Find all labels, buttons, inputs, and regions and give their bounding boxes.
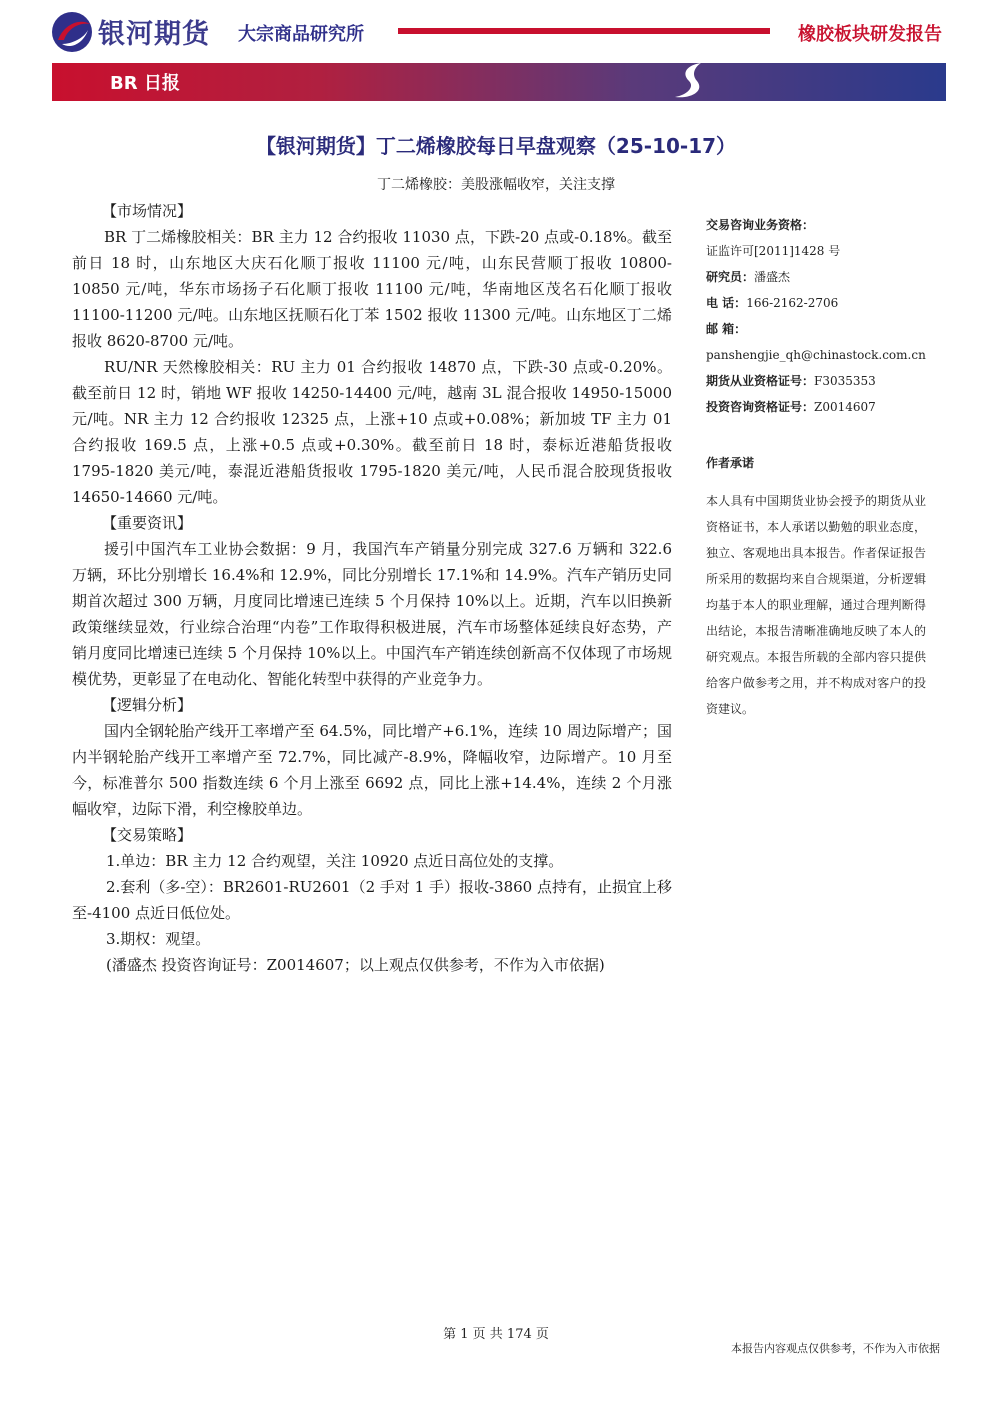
report-body — [72, 198, 672, 978]
author-sidebar — [706, 212, 926, 722]
market-paragraph: RU/NR 天然橡胶相关：RU 主力 01 合约报收 14870 点，下跌-30 点或-0.20%。截至前日 12 时，销地 WF 报收 14250-14400 元/吨，越南 3L 混合报收 14950-15000 元/吨。NR 主力 12 合约报收 12325 点，上涨+10 点或+0.08%；新加坡 TF 主力 01 合约报收 169.5 点，上涨+0.5 点或+0.30%。截至前日 18 时，泰标近港船货报收 1795-1820 美元/吨，泰混近港船货报收 1795-1820 美元/吨，人民币混合胶现货报收 14650-14660 元/吨。 — [72, 358, 672, 506]
futures-cert-label: 期货从业资格证号： — [706, 374, 815, 388]
brand-name: 银河期货 — [98, 19, 210, 50]
header-divider — [398, 28, 770, 34]
strategy-item: 2.套利（多-空）：BR2601-RU2601（2 手对 1 手）报收-3860 点持有，止损宜上移至-4100 点近日低位处。 — [72, 878, 672, 922]
strategy-item: 1.单边：BR 主力 12 合约观望，关注 10920 点近日高位处的支撑。 — [106, 852, 564, 870]
qualification-value: 证监许可[2011]1428 号 — [706, 244, 841, 258]
researcher-label: 研究员： — [706, 270, 755, 284]
strategy-item: 3.期权：观望。 — [106, 930, 211, 948]
advisory-cert-label: 投资咨询资格证号： — [706, 400, 815, 414]
report-type: 橡胶板块研发报告 — [798, 24, 942, 45]
market-paragraph: BR 丁二烯橡胶相关：BR 主力 12 合约报收 11030 点，下跌-20 点或-0.18%。截至前日 18 时，山东地区大庆石化顺丁报收 11100 元/吨，山东民营顺丁报收 10800-10850 元/吨，华东市场扬子石化顺丁报收 11100 元/吨，华南地区茂名石化顺丁报收 11100-11200 元/吨。山东地区抚顺石化丁苯 1502 报收 11300 元/吨。山东地区丁二烯报收 8620-8700 元/吨。 — [72, 228, 672, 350]
analyst-note: (潘盛杰 投资咨询证号：Z0014607；以上观点仅供参考，不作为入市依据) — [106, 956, 605, 974]
phone-value: 166-2162-2706 — [746, 296, 839, 310]
pledge-text: 本人具有中国期货业协会授予的期货从业资格证书，本人承诺以勤勉的职业态度，独立、客观地出具本报告。作者保证报告所采用的数据均来自合规渠道，分析逻辑均基于本人的职业理解，通过合理判断得出结论，本报告清晰准确地反映了本人的研究观点。本报告所载的全部内容只提供给客户做参考之用，并不构成对客户的投资建议。 — [706, 494, 926, 716]
section-heading-strategy: 【交易策略】 — [102, 826, 193, 844]
email-value[interactable]: panshengjie_qh@chinastock.com.cn — [706, 348, 926, 362]
institute-name: 大宗商品研究所 — [238, 24, 364, 45]
page-title: 【银河期货】丁二烯橡胶每日早盘观察（25-10-17） — [255, 134, 737, 158]
section-heading-logic: 【逻辑分析】 — [102, 696, 193, 714]
pledge-title: 作者承诺 — [706, 456, 755, 470]
qualification-label: 交易咨询业务资格： — [706, 218, 815, 232]
phone-label: 电 话： — [706, 296, 747, 310]
news-paragraph: 援引中国汽车工业协会数据：9 月，我国汽车产销量分别完成 327.6 万辆和 322.6 万辆，环比分别增长 16.4%和 12.9%，同比分别增长 17.1%和 14.9%。汽车产销历史同期首次超过 300 万辆，月度同比增速已连续 5 个月保持 10%以上。近期，汽车以旧换新政策继续显效，行业综合治理“内卷”工作取得积极进展，汽车市场整体延续良好态势，产销月度同比增速已连续 5 个月保持 10%以上。中国汽车产销连续创新高不仅体现了市场规模优势，更彰显了在电动化、智能化转型中获得的产业竞争力。 — [72, 540, 672, 688]
advisory-cert-value: Z0014607 — [814, 400, 876, 414]
page-subtitle: 丁二烯橡胶：美股涨幅收窄，关注支撑 — [377, 177, 615, 193]
footer-disclaimer: 本报告内容观点仅供参考，不作为入市依据 — [731, 1342, 940, 1355]
futures-cert-value: F3035353 — [814, 374, 876, 388]
page-number: 第 1 页 共 174 页 — [443, 1327, 549, 1342]
email-label: 邮 箱： — [706, 322, 747, 336]
band-title: BR 日报 — [110, 73, 180, 94]
researcher-name: 潘盛杰 — [754, 270, 791, 284]
logic-paragraph: 国内全钢轮胎产线开工率增产至 64.5%，同比增产+6.1%，连续 10 周边际增产；国内半钢轮胎产线开工率增产至 72.7%，同比减产-8.9%，降幅收窄，边际增产。10 月至今，标准普尔 500 指数连续 6 个月上涨至 6692 点，同比上涨+14.4%，连续 2 个月涨幅收窄，边际下滑，利空橡胶单边。 — [72, 722, 672, 818]
section-heading-market: 【市场情况】 — [102, 202, 193, 220]
title-band — [52, 63, 946, 101]
galaxy-logo-icon — [50, 10, 94, 54]
section-heading-news: 【重要资讯】 — [102, 514, 193, 532]
report-header — [0, 0, 992, 110]
swirl-logo-icon — [667, 59, 717, 105]
